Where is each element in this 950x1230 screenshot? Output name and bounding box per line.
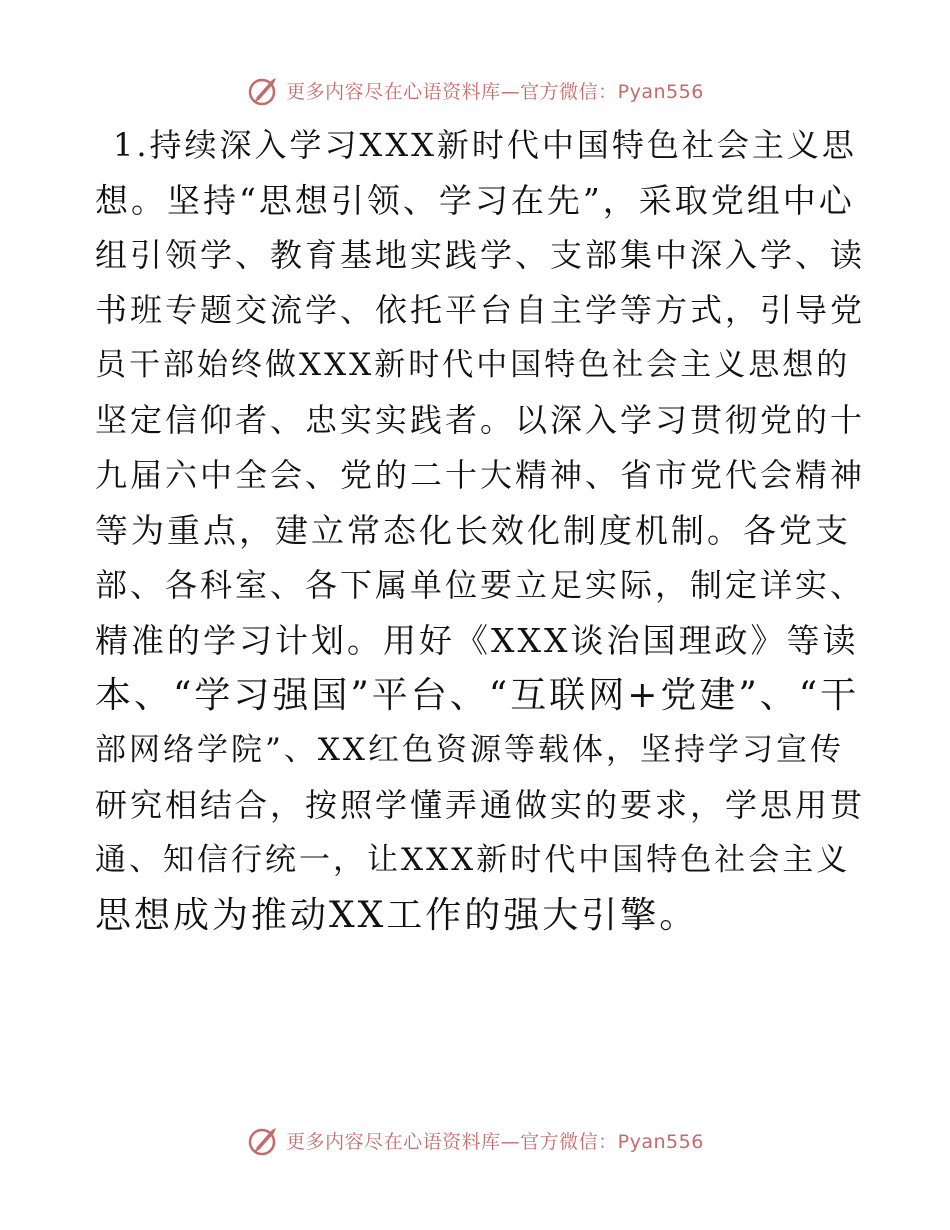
document-body bbox=[95, 118, 865, 943]
quill-pen-logo-icon bbox=[246, 72, 282, 108]
paragraph-line: 想。坚持“思想引领、学习在先”，采取党组中心 bbox=[95, 181, 855, 220]
paragraph-line: 研究相结合，按照学懂弄通做实的要求，学思用贯 bbox=[95, 786, 866, 824]
paragraph-line: 部、各科室、各下属单位要立足实际，制定详实、 bbox=[95, 566, 866, 604]
watermark-header bbox=[0, 70, 950, 110]
paragraph-line: 书班专题交流学、依托平台自主学等方式，引导党 bbox=[95, 291, 866, 329]
paragraph-line: 精准的学习计划。用好《XXX谈治国理政》等读 bbox=[95, 621, 859, 660]
paragraph-line: 本、“学习强国”平台、“互联网+党建”、“干 bbox=[95, 675, 860, 716]
paragraph-line: 员干部始终做XXX新时代中国特色社会主义思想的 bbox=[95, 347, 851, 383]
paragraph-line: 部网络学院”、XX红色资源等载体，坚持学习宣传 bbox=[95, 732, 844, 768]
watermark-text: 更多内容尽在心语资料库—官方微信：Pyan556 bbox=[286, 1130, 704, 1153]
paragraph-line: 等为重点，建立常态化长效化制度机制。各党支 bbox=[95, 511, 851, 550]
watermark-text: 更多内容尽在心语资料库—官方微信：Pyan556 bbox=[286, 80, 704, 103]
paragraph-line: 通、知信行统一，让XXX新时代中国特色社会主义 bbox=[95, 842, 851, 878]
paragraph-line: 思想成为推动XX工作的强大引擎。 bbox=[95, 895, 699, 936]
paragraph-line: 1.持续深入学习XXX新时代中国特色社会主义思 bbox=[113, 126, 857, 164]
paragraph-line: 组引领学、教育基地实践学、支部集中深入学、读 bbox=[95, 236, 866, 274]
watermark-footer bbox=[0, 1120, 950, 1160]
paragraph-line: 坚定信仰者、忠实实践者。以深入学习贯彻党的十 bbox=[95, 401, 866, 439]
quill-pen-logo-icon bbox=[246, 1122, 282, 1158]
paragraph-line: 九届六中全会、党的二十大精神、省市党代会精神 bbox=[95, 456, 866, 494]
